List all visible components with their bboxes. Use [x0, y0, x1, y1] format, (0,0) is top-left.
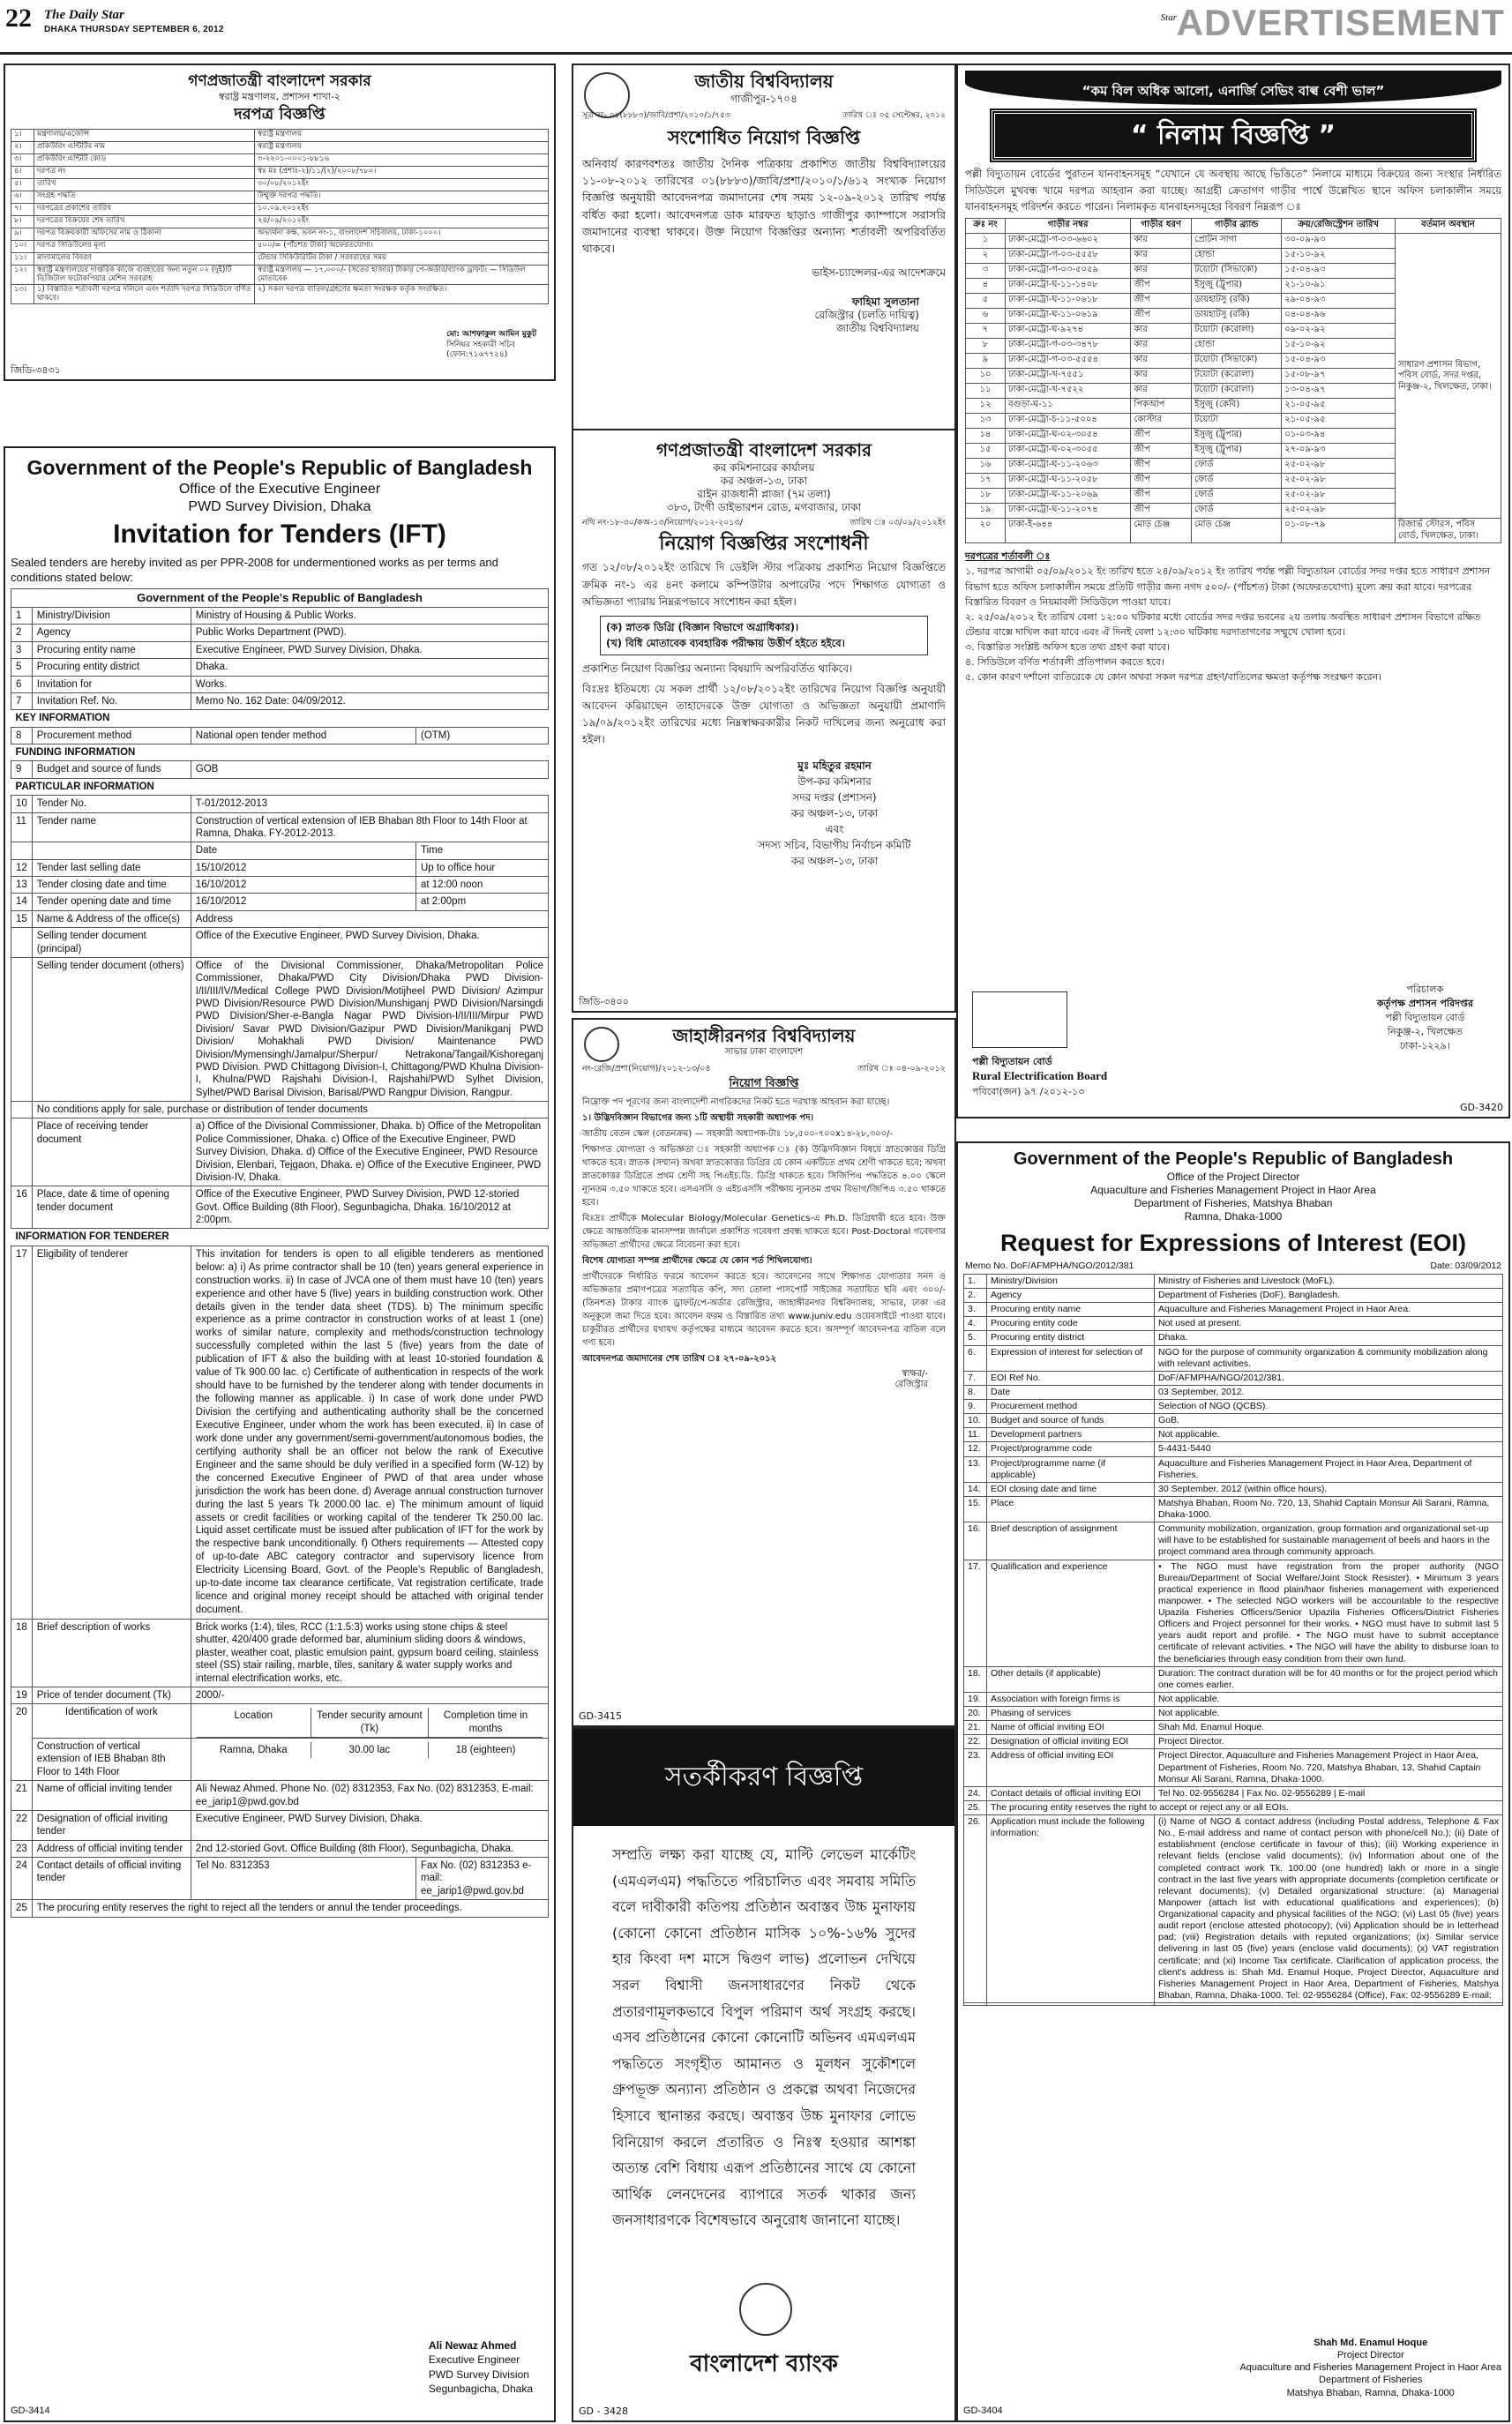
table-row: ৯ ঢাকা-মেট্রো-গ-০৩-৫৫৫৪ কার টয়োটা (সিভাকো) ১৫-০৪-৯৩	[966, 354, 1501, 369]
table-row: 9 Budget and source of funds GOB	[11, 761, 549, 778]
university-logo-icon	[584, 1027, 619, 1062]
table-row: Selling tender document (principal) Office of the Executive Engineer, PWD Survey Division, Dhaka.	[11, 928, 549, 958]
gov-title: Government of the People's Republic of Bangladesh	[26, 456, 533, 479]
column-header: ক্রয়/রেজিস্ট্রেশন তারিখ	[1282, 219, 1396, 234]
table-row: 1. Ministry/Division Ministry of Fisheries and Livestock (MoFL).	[964, 1274, 1503, 1288]
ad-title: জাতীয় বিশ্ববিদ্যালয়	[694, 71, 834, 92]
term-item: ২. ২৫/০৯/২০১২ ইং তারিখ বেলা ১২:০০ ঘটিকার মধ্যে বোর্ডের সদর দপ্তর ভবনের ২য় তলায় অবস্থিত সাধারণ প্রশাসন বিভাগে রক্ষিত টেন্ডার বাক্সে দাখিল করা যাবে এবং ঐ দিনই বেলা ১২:৩০ ঘটিকায় দরদাতাগণের সম্মুখে খোলা হবে।	[965, 610, 1481, 638]
table-row: 24. Contact details of official inviting EOI Tel No. 02-9556284 | Fax No. 02-9556289 | E-mail	[964, 1786, 1503, 1800]
term-item: ৩. বিস্তারিত সংশ্লিষ্ট অফিস হতে তথ্য গ্রহণ করা যাবে।	[965, 640, 1170, 653]
table-row: ৪ ঢাকা-মেট্রো-ঘ-১১-১৪০৮ জীপ ইসুজু (ট্রুপার) ২১-১০-৯১	[966, 279, 1501, 294]
table-row: 15. Place Matshya Bhaban, Room No. 720, 13, Shahid Captain Monsur Ali Sarani, Ramna, Dhaka-1000.	[964, 1496, 1503, 1522]
table-row: 18. Other details (if applicable) Duration: The contract duration will be for 40 months or for the project period which one comes earlier.	[964, 1666, 1503, 1692]
tax-zone-correction-ad: গণপ্রজাতন্ত্রী বাংলাদেশ সরকার কর কমিশনারের কার্যালয় কর অঞ্চল-১৩, ঢাকা রাইন রাজধানী প্লাজা (৭ম তলা) ৩৮৩, টংগী ডাইভারশন রোড, মগবাজার, ঢাকা নথি নং-১৮-৩০/কঅ-১৩/নিয়োগ/২০১২-২০১৩/ তারিখ ঃ ০৩/০৯/২০১২ইং নিয়োগ বিজ্ঞপ্তির সংশোধনী গত ১২/০৮/২০১২ইং তারিখে দি ডেইলি স্টার পত্রিকায় প্রকাশিত নিয়োগ বিজ্ঞপ্তিতে ক্রমিক নং-১ এর ৪নং কলামে কম্পিউটার অপারেটর পদে শিক্ষাগত যোগ্যতা ও অভিজ্ঞতা প্যারায় নিম্নরূপভাবে সংশোধন করা হইল। (ক) স্নাতক ডিগ্রি (বিজ্ঞান বিভাগে অগ্রাধিকার)। (খ) বিধি মোতাবেক ব্যবহারিক পরীক্ষায় উত্তীর্ণ হইতে হইবে। প্রকাশিত নিয়োগ বিজ্ঞপ্তির অন্যান্য বিষয়াদি অপরিবর্তিত থাকিবে। বিঃদ্রঃ ইতিমধ্যে যে সকল প্রার্থী ১২/০৮/২০১২ইং তারিখের নিয়োগ বিজ্ঞপ্তি অনুযায়ী আবেদন করিয়াছেন তাহাদেরকে উক্ত যোগ্যতা ও অভিজ্ঞতা অনুযায়ী প্রমাণাদি ১৯/০৯/২০১২ইং তারিখের মধ্যে নিম্নস্বাক্ষরকারীর নিকট দাখিলের জন্য অনুরোধ করা হইল। মুঃ মহিতুর রহমান উপ-কর কমিশনার সদর দপ্তর (প্রশাসন) কর অঞ্চল-১৩, ঢাকা এবং সদস্য সচিব, বিভাগীয় নির্বাচন কমিটি কর অঞ্চল-১৩, ঢাকা জিডি-৩৪০০	[572, 429, 956, 1013]
university-logo-icon	[584, 72, 630, 118]
section-title: ADVERTISEMENT	[1176, 2, 1505, 43]
memo-no: Memo No. DoF/AFMPHA/NGO/2012/381	[965, 1260, 1134, 1271]
table-title: Government of the People's Republic of Bangladesh	[11, 588, 549, 607]
bank-name: বাংলাদেশ ব্যাংক	[690, 2351, 838, 2377]
page-masthead	[0, 0, 1512, 55]
table-row: ২০ ঢাকা-ই-৬৪৪ মোড় চেঞ্জ মোড় চেঞ্জ ০১-০৮-৭৯ রিজার্ভ স্টোরস, পবিস বোর্ড, খিলক্ষেত, ঢাকা।	[966, 519, 1501, 543]
sec-tenderer: INFORMATION FOR TENDERER	[11, 1229, 549, 1246]
national-university-ad	[572, 64, 956, 448]
table-row: 12 Tender last selling date 15/10/2012 Up to office hour	[11, 859, 549, 876]
ref-date: তারিখ ঃ ০৪-০৯-২০১২	[857, 1063, 946, 1074]
signature-name: মো: আশফাকুল আমিন মুকুট	[446, 330, 536, 340]
signature-title: সিনিয়র সহকারী সচিব	[446, 340, 516, 349]
ad-id: GD-3404	[963, 2405, 1003, 2417]
table-row: Selling tender document (others) Office of the Divisional Commissioner, Dhaka/Metropolitan Police Commissioner, Dhaka/PWD City Division/Dhaka PWD Division-I/II/III/IV/Medical College PWD Division/Motijheel PWD Division/ Azimpur PWD Division/Resource PWD Division/Munshiganj PWD Division/Narsingdi PWD Division/Sher-e-Bangla Nagar PWD Division-I/II/III/Mirpur PWD Division/ Savar PWD Division/Gazipur PWD Division/Manikganj PWD Division/ Mohakhali PWD Division/ Maintenance PWD Division/Mymensingh/Jamalpur/Sherpur/ Netrakona/Tangail/Kishoreganj PWD Division. PWD Chittagong Division-I, Chittagong/PWD Khulna Division-I, Khulna/PWD Rajshahi Division-I, Rajshahi/PWD Sylhet Division, Sylhet/PWD Barisal Division, Barisal/PWD Rangpur Division, Rangpur.	[11, 957, 549, 1101]
signature-name: ফাহিমা সুলতানা	[851, 295, 919, 308]
table-row: ১৩। ১) বিস্তারিত শর্তাবলী দরপত্র দলিলে এবং শর্তাদি দরপত্র সিডিউলে বর্ণিত থাকবে। ২) সকল দরপত্র বাতিল/গ্রহণের ক্ষমতা সংরক্ষক কর্তৃক সংরক্ষিত।	[11, 284, 549, 303]
gov-title: Government of the People's Republic of Bangladesh	[1013, 1149, 1454, 1169]
ad-heading: সংশোধিত নিয়োগ বিজ্ঞপ্তি	[667, 127, 861, 149]
order-line: ভাইস-চ্যান্সেলর-এর আদেশক্রমে	[812, 266, 946, 279]
table-row: 21 Name of official inviting tender Ali Newaz Ahmed. Phone No. (02) 8312353, Fax No. (02) 8312353, E-mail: ee_jarip1@pwd.gov.bd	[11, 1781, 549, 1811]
reb-logo-icon	[972, 991, 1067, 1048]
table-row: ৭। দরপত্রের প্রকাশের তারিখ ১০.০৯.২০১২ইং	[11, 203, 549, 215]
tender-table	[11, 129, 549, 305]
table-row: ২ ঢাকা-মেট্রো-গ-০৩-৫৫৫৮ কার হোন্ডা ১৫-১০-৯২	[966, 249, 1501, 264]
table-row: 17. Qualification and experience • The NGO must have registration from the proper authority (NGO Bureau/Department of Social Welfare/Joint Stock Resister). • Minimum 3 years practical experience in flood plain/haor fisheries management with experienced manpower. • The selected NGO workers will be accountable to the respective Upazila Fisheries Officers/Senior Upazila Fisheries Officers/District Fisheries Officers and Project personnel for their works. • NGO must have to submit last 5 years audit report and profile. • The NGO must have to submit acceptance certificate of relevant activities. • The NGO will have the ability to disburse loan to the beneficiaries through easy condition from their own fund.	[964, 1560, 1503, 1666]
bangladesh-bank-warning-ad	[572, 1727, 956, 2422]
table-row: ৬ ঢাকা-মেট্রো-ঘ-১১-০৬১৯ জীপ ডায়হাটসু (রকি) ০৪-০৪-৯৬	[966, 309, 1501, 324]
table-row: 4. Procuring entity code Not used at present.	[964, 1317, 1503, 1331]
body-text: সম্প্রতি লক্ষ্য করা যাচ্ছে যে, মাল্টি লেভেল মার্কেটিং (এমএলএম) পদ্ধতিতে পরিচালিত এবং সমবায় সমিতি বলে দাবীকারী কতিপয় প্রতিষ্ঠান অবাস্তব উচ্চ মুনাফায় (কোনো কোনো প্রতিষ্ঠান মাসিক ১০%-১৬% সুদের হার কিংবা দশ মাসে দ্বিগুণ লাভ) প্রলোভন দেখিয়ে সরল বিশ্বাসী জনসাধারণের নিকট থেকে প্রতারণামূলকভাবে বিপুল পরিমাণ অর্থ সংগ্রহ করছে। এসব প্রতিষ্ঠানের কোনো কোনোটি অভিনব এমএলএম পদ্ধতিতে সংগৃহীত আমানত ও মূলধন সুকৌশলে গ্রুপভূক্ত অন্যান্য প্রতিষ্ঠান ও প্রকল্পে অথবা নিজেদের হিসাবে স্থানান্তর করছে। অবাস্তব উচ্চ মুনাফার লোভে বিনিয়োগ করলে প্রতারিত ও নিঃস্ব হওয়ার আশঙ্কা অত্যন্ত বেশি বিধায় এরূপ প্রতিষ্ঠানের সাথে যে কোনো আর্থিক লেনদেনের ব্যাপারে সতর্ক থাকার জন্য জনসাধারণকে বিশেষভাবে অনুরোধ জানানো যাচ্ছে।	[612, 1846, 916, 2229]
table-row: 20 Identification of work Location Tender security amount (Tk) Completion time in months	[11, 1704, 549, 1739]
column-header: গাড়ীর নম্বর	[1005, 219, 1130, 234]
term-item: ১. দরপত্র আগামী ০৫/০৯/২০১২ ইং তারিখ হতে ২৪/০৯/২০১২ ইং তারিখ পর্যন্ত পল্লী বিদ্যুতায়ন বোর্ডের সদর দপ্তর হতে সাধারণ প্রশাসন বিভাগ হতে অফিস চলাকালীন সময়ে প্রতিটি গাড়ীর জন্য নগদ ৫০০/- (পাঁচশত) টাকা (অফেরতযোগ্য) মূল্যে ক্রয় করা যাবে। দরপত্রের বিস্তারিত বিবরণ ও নিয়মাবলী সিডিউলে পাওয়া যাবে।	[965, 565, 1491, 608]
sec-key: KEY INFORMATION	[11, 710, 549, 727]
table-row: 13 Tender closing date and time 16/10/2012 at 12:00 noon	[11, 877, 549, 894]
ad-subtitle: স্বরাষ্ট্র মন্ত্রণালয়, প্রশাসন শাখা-২	[218, 91, 341, 103]
table-row: ১০ ঢাকা-মেট্রো-খ-৭৫৫১ কার টয়োটা (করোলা) ১৫-০৮-৯৭	[966, 369, 1501, 384]
ad-id: GD-3415	[579, 1710, 622, 1723]
signature-title: রেজিস্ট্রার (চলতি দায়িত্ব)	[814, 308, 919, 321]
ad-id: জিডি-৩৪০০	[579, 996, 629, 1008]
ad-title: জাহাঙ্গীরনগর বিশ্ববিদ্যালয়	[672, 1025, 856, 1046]
ad-heading: দরপত্র বিজ্ঞপ্তি	[234, 105, 326, 123]
ad-heading: “ নিলাম বিজ্ঞপ্তি ”	[992, 110, 1475, 161]
table-row: 10 Tender No. T-01/2012-2013	[11, 796, 549, 812]
table-row: 2 Agency Public Works Department (PWD).	[11, 625, 549, 641]
table-row: ৫ ঢাকা-মেট্রো-ঘ-১১-০৬১৮ জীপ ডায়হাটসু (রকি) ২৯-০৪-৯৩	[966, 294, 1501, 309]
table-row: ১২। স্বরাষ্ট্র মন্ত্রণালয়ের দাপ্তরিক কাজে ব্যবহারের জন্য নতুন ০২ (দুই)টি ডিজিটাল ফটোকপিয়ার মেশিন সরবরাহ স্বরাষ্ট্র মন্ত্রণালয় — ১৭,০০০/- (সতের হাজার) টাকার পে-অর্ডার/ব্যাংক ড্রাফট। — সিডিউল মোতাবেক	[11, 265, 549, 284]
table-row: ১৫ ঢাকা-মেট্রো-ঘ-০২-৩০৫৫ জীপ ইসুজু (ট্রুপার) ২৭-০৯-৯৩	[966, 444, 1501, 459]
location-cell: রিজার্ভ স্টোরস, পবিস বোর্ড, খিলক্ষেত, ঢাকা।	[1396, 519, 1501, 543]
signature-block	[446, 330, 536, 360]
ad-id: GD-3414	[11, 2405, 50, 2417]
table-row: 16. Brief description of assignment Community mobilization, organization, group formation and organizational set-up will have to be established for sustainable management of beels and haors in the project command area through community approach.	[964, 1522, 1503, 1560]
vehicle-table	[965, 218, 1501, 543]
signature-block: স্বাক্ষর/- রেজিস্ট্রার	[894, 1368, 928, 1390]
qualification-box: (ক) স্নাতক ডিগ্রি (বিজ্ঞান বিভাগে অগ্রাধিকার)। (খ) বিধি মোতাবেক ব্যবহারিক পরীক্ষায় উত্তীর্ণ হইতে হইবে।	[600, 616, 928, 655]
table-row: 5 Procuring entity district Dhaka.	[11, 659, 549, 676]
ift-table	[11, 588, 549, 1918]
ref-date: তারিখ ঃ ০৫ সেপ্টেম্বর, ২০১২	[842, 111, 946, 120]
work-id-values: Ramna, Dhaka 30.00 lac 18 (eighteen)	[197, 1742, 543, 1758]
table-row: 16 Place, date & time of opening tender document Office of the Executive Engineer, PWD Survey Division, PWD 12-storied Govt. Office Building (8th Floor), Segunbagicha, Dhaka. 16/10/2012 at 2:00pm.	[11, 1186, 549, 1229]
table-row: ১৪ ঢাকা-মেট্রো-ঘ-০২-৩০৫৪ জীপ ইসুজু (ট্রুপার) ০১-০৩-৯৪	[966, 429, 1501, 444]
ift-title: Invitation for Tenders (IFT)	[113, 519, 446, 549]
table-row: No conditions apply for sale, purchase or distribution of tender documents	[11, 1102, 549, 1118]
home-ministry-tender-ad	[4, 64, 556, 381]
reb-auction-ad: “কম বিল অধিক আলো, এনার্জি সেভিং বাল্ব বেশী ভাল” “ নিলাম বিজ্ঞপ্তি ” পল্লী বিদ্যুতায়ন বোর্ডের পুরাতন যানবাহনসমূহ “যেখানে যে অবস্থায় আছে ভিত্তিতে” নিলামে মাধ্যমে বিক্রয়ের জন্য সংস্থার নির্ধারিত সিডিউলে মুখবন্ধ খামে দরপত্র আহবান করা যাচ্ছে। আগ্রহী ক্রেতাগণ গাড়ীর পার্শ্বে উল্লেখিত স্থানে অফিস চলাকালীন সময়ে যানবাহনসমূহ পরিদর্শন করতে পারেন। নিলামকৃত যানবাহনসমূহের বিবরণ নিম্নরূপ ঃ ক্রঃ নং গাড়ীর নম্বর গাড়ীর ধরণ গাড়ীর ব্র্যান্ড ক্রয়/রেজিস্ট্রেশন তারিখ বর্তমান অবস্থান ১ ঢাকা-মেট্রো-গ-০৩-৬৬০২ কার প্রোটন সাগা ৩০-০৯-৯৩ সাধারণ প্রশাসন বিভাগ, পবিস বোর্ড, সদর দপ্তর, নিকুঞ্জ-২, খিলক্ষেত, ঢাকা। ২ ঢাকা-মেট্রো-গ-০৩-৫৫৫৮ কার হোন্ডা ১৫-১০-৯২ ৩ ঢাকা-মেট্রো-গ-০৩-৫০৫৯ কার টয়োটা (সিভাকো) ১৫-০৪-৯৩ ৪ ঢাকা-মেট্রো-ঘ-১১-১৪০৮ জীপ ইসুজু (ট্রুপার) ২১-১০-৯১ ৫ ঢাকা-মেট্রো-ঘ-১১-০৬১৮ জীপ ডায়হাটসু (রকি) ২৯-০৪-৯৩ ৬ ঢাকা-মেট্রো-ঘ-১১-০৬১৯ জীপ ডায়হাটসু (রকি) ০৪-০৪-৯৬ ৭ ঢাকা-মেট্রো-ঘ-৯২৭৪ কার টয়োটা (করোলা) ০৯-০২-৯২ ৮ ঢাকা-মেট্রো-গ-০৩-৩৪৭৮ কার হোন্ডা ১৫-১০-৯২ ৯ ঢাকা-মেট্রো-গ-০৩-৫৫৫৪ কার টয়োটা (সিভাকো) ১৫-০৪-৯৩ ১০ ঢাকা-মেট্রো-খ-৭৫৫১ কার টয়োটা (করোলা) ১৫-০৮-৯৭ ১১ ঢাকা-মেট্রো-খ-৭৫২২ কার টয়োটা (করোলা) ১৩-০৪-৯৭ ১২ বগুড়া-ঘ-১১ পিকআপ ইসুজু (কেবি) ২১-০৫-৯৫ ১৩ ঢাকা-মেট্রো-চ-১১-৫০০৪ কোস্টার টয়োটা ২১-০৫-৯৫ ১৪ ঢাকা-মেট্রো-ঘ-০২-৩০৫৪ জীপ ইসুজু (ট্রুপার) ০১-০৩-৯৪ ১৫ ঢাকা-মেট্রো-ঘ-০২-৩০৫৫ জীপ ইসুজু (ট্রুপার) ২৭-০৯-৯৩ ১৬ ঢাকা-মেট্রো-ঘ-১১-২০৬৩ জীপ ফোর্ড ২৫-০২-৯৮ ১৭ ঢাকা-মেট্রো-ঘ-১১-২০৫৮ জীপ ফোর্ড ২৫-০২-৯৮ ১৮ ঢাকা-মেট্রো-ঘ-১১-২০৬৯ জীপ ফোর্ড ২৫-০২-৯৮ ১৯ ঢাকা-মেট্রো-ঘ-১১-২০৭৪ জীপ ফোর্ড ২৫-০২-৯৮ ২০ ঢাকা-ই-৬৪৪ মোড় চেঞ্জ মোড় চেঞ্জ ০১-০৮-৭৯ রিজার্ভ স্টোরস, পবিস বোর্ড, খিলক্ষেত, ঢাকা। দরপত্রের শর্তাবলী ঃ ১. দরপত্র আগামী ০৫/০৯/২০১২ ইং তারিখ হতে ২৪/০৯/২০১২ ইং তারিখ পর্যন্ত পল্লী বিদ্যুতায়ন বোর্ডের সদর দপ্তর হতে সাধারণ প্রশাসন বিভাগ হতে অফিস চলাকালীন সময়ে প্রতিটি গাড়ীর জন্য নগদ ৫০০/- (পাঁচশত) টাকা (অফেরতযোগ্য) মূল্যে ক্রয় করা যাবে। দরপত্রের বিস্তারিত বিবরণ ও নিয়মাবলী সিডিউলে পাওয়া যাবে। ২. ২৫/০৯/২০১২ ইং তারিখ বেলা ১২:০০ ঘটিকার মধ্যে বোর্ডের সদর দপ্তর ভবনের ২য় তলায় অবস্থিত সাধারণ প্রশাসন বিভাগে রক্ষিত টেন্ডার বাক্সে দাখিল করা যাবে এবং ঐ দিনই বেলা ১২:৩০ ঘটিকায় দরদাতাগণের সম্মুখে খোলা হবে। ৩. বিস্তারিত সংশ্লিষ্ট অফিস হতে তথ্য গ্রহণ করা যাবে। ৪. সিডিউলে বর্ণিত শর্তাবলী প্রতিপালন করতে হবে। ৫. কোন কারণ দর্শানো ব্যতিরেকে যে কোন অথবা সকল দরপত্র গ্রহণ/বাতিলের ক্ষমতা কর্তৃপক্ষ সংরক্ষণ করেন। পল্লী বিদ্যুতায়ন বোর্ড Rural Electrification Board পবিবো(জন) ৯৭ /২০১২-১৩ পরিচালক কর্তৃপক্ষ প্রশাসন পরিদপ্তর পল্লী বিদ্যুতায়ন বোর্ড নিকুঞ্জ-২, খিলক্ষেত ঢাকা-১২২৯। GD-3420	[956, 64, 1510, 1118]
column-header: গাড়ীর ধরণ	[1131, 219, 1192, 234]
signature-block: পরিচালক কর্তৃপক্ষ প্রশাসন পরিদপ্তর পল্লী বিদ্যুতায়ন বোর্ড নিকুঞ্জ-২, খিলক্ষেত ঢাকা-১২২৯।	[1376, 984, 1473, 1051]
table-row: 22. Designation of official inviting EOI Project Director.	[964, 1735, 1503, 1749]
table-row: 19. Association with foreign firms is Not applicable.	[964, 1692, 1503, 1706]
table-row: 15 Name & Address of the office(s) Address	[11, 910, 549, 927]
ad-heading: নিয়োগ বিজ্ঞপ্তি	[729, 1077, 799, 1091]
terms-block: দরপত্রের শর্তাবলী ঃ ১. দরপত্র আগামী ০৫/০৯/২০১২ ইং তারিখ হতে ২৪/০৯/২০১২ ইং তারিখ পর্যন্ত পল্লী বিদ্যুতায়ন বোর্ডের সদর দপ্তর হতে সাধারণ প্রশাসন বিভাগ হতে অফিস চলাকালীন সময়ে প্রতিটি গাড়ীর জন্য নগদ ৫০০/- (পাঁচশত) টাকা (অফেরতযোগ্য) মূল্যে ক্রয় করা যাবে। দরপত্রের বিস্তারিত বিবরণ ও নিয়মাবলী সিডিউলে পাওয়া যাবে। ২. ২৫/০৯/২০১২ ইং তারিখ বেলা ১২:০০ ঘটিকার মধ্যে বোর্ডের সদর দপ্তর ভবনের ২য় তলায় অবস্থিত সাধারণ প্রশাসন বিভাগে রক্ষিত টেন্ডার বাক্সে দাখিল করা যাবে এবং ঐ দিনই বেলা ১২:৩০ ঘটিকায় দরদাতাগণের সম্মুখে খোলা হবে। ৩. বিস্তারিত সংশ্লিষ্ট অফিস হতে তথ্য গ্রহণ করা যাবে। ৪. সিডিউলে বর্ণিত শর্তাবলী প্রতিপালন করতে হবে। ৫. কোন কারণ দর্শানো ব্যতিরেকে যে কোন অথবা সকল দরপত্র গ্রহণ/বাতিলের ক্ষমতা কর্তৃপক্ষ সংরক্ষণ করেন।	[965, 549, 1501, 684]
body-text: অনিবার্য কারণবশতঃ জাতীয় দৈনিক পত্রিকায় প্রকাশিত জাতীয় বিশ্ববিদ্যালয়ের ১১-০৮-২০১২ তারিখের ০১(৮৮৮৩)/জাবি/প্রশা/২০১০/১/৬১২ সংখ্যক নিয়োগ বিজ্ঞপ্তি অনুযায়ী আবেদনপত্র জমাদানের শেষ সময় ১২-০৯-২০১২ তারিখ পর্যন্ত বর্ধিত করা হলো। আবেদনপত্র ডাক মারফত ছাড়াও গাজীপুর ক্যাম্পাসে সরাসরি জমাদানের ব্যবস্থা থাকবে। উক্ত নিয়োগ বিজ্ঞপ্তির অন্যান্য শর্তাবলী অপরিবর্তিত থাকবে।	[582, 156, 946, 256]
table-row: 23 Address of official inviting tender 2nd 12-storied Govt. Office Building (8th Floor), Segunbagicha, Dhaka.	[11, 1840, 549, 1857]
ad-place: গাজীপুর-১৭০৪	[730, 93, 797, 105]
table-row: 14 Tender opening date and time 16/10/2012 at 2:00pm	[11, 894, 549, 910]
sec-particular: PARTICULAR INFORMATION	[11, 778, 549, 795]
table-row: 21. Name of official inviting EOI Shah Md. Enamul Hoque.	[964, 1721, 1503, 1735]
table-row: ১। মন্ত্রণালয়/এজেন্সি স্বরাষ্ট্র মন্ত্রণালয়	[11, 129, 549, 141]
table-row: ২। প্রকিউরিং এন্টিটির নাম স্বরাষ্ট্র মন্ত্রণালয়	[11, 141, 549, 153]
table-row: 12. Project/programme code 5-4431-5440	[964, 1442, 1503, 1456]
ad-heading: নিয়োগ বিজ্ঞপ্তির সংশোধনী	[659, 532, 869, 555]
table-row: 17 Eligibility of tenderer This invitation for tenders is open to all eligible tenderers as mentioned below: a) i) As prime contractor shall be 10 (ten) years general experience in construction works. ii) In case of JVCA one of them must have 10 (ten) years experience and other have 5 (five) years in building construction work. Other details given in the tender data sheet (TDS). b) The minimum specific experience as a prime contractor in construction works of at least 1 (one) works of similar nature, complexity and methods/construction technology successfully completed within the last 5 (five) years from the date of publication of IFT & also the building with at least 10-storied foundation & value of Tk 900.00 lac. c) Certificate of authentication in respects of the work should have to be furnished by the tenderer along with tender documents in the following manner as applicable. i) In case of work done under PWD Division the certifying and authenticating authority shall be the concerned Executive Engineer, under whom the work has been executed. ii) In case of work done under any government/semi-government/autonomous bodies, the certifying authority shall be an officer not below the rank of Executive Engineer and the same should be duly verified in a specified form (W-12) by the concerned Executive Engineer of PWD of that area under whose jurisdiction the work has been done. d) Average annual construction turnover during the last 5 years Tk 2000.00 lac. e) The minimum amount of liquid assets or credit facilities or working capital of the tenderer Tk 250.00 lac. Liquid asset certificate must be issued after publication of IFT for the work by the respective bank unconditionally. f) Others requirements — Attested copy of up-to-date ABC category contractor and supervisory licence from Electricity Licensing Board, Govt. of the People's Republic of Bangladesh, up-to-date income tax clearance certificate, Vat registration certificate, trade licence and original money receipt should be attached with original tender document.	[11, 1246, 549, 1619]
eoi-title: Request for Expressions of Interest (EOI)	[999, 1230, 1467, 1256]
ref-no: নথি নং-১৮-৩০/কঅ-১৩/নিয়োগ/২০১২-২০১৩/	[582, 518, 743, 527]
table-row: 5. Procuring entity district Dhaka.	[964, 1331, 1503, 1345]
table-row: 19 Price of tender document (Tk) 2000/-	[11, 1687, 549, 1703]
table-row: 20. Phasing of services Not applicable.	[964, 1707, 1503, 1721]
term-item: ৪. সিডিউলে বর্ণিত শর্তাবলী প্রতিপালন করতে হবে।	[965, 655, 1164, 668]
table-row: ৩। প্রকিউরিং এন্টিটি কোড ৩-২২০১-০০০১-৮৮১৬	[11, 153, 549, 166]
table-row: ১১ ঢাকা-মেট্রো-খ-৭৫২২ কার টয়োটা (করোলা) ১৩-০৪-৯৭	[966, 384, 1501, 399]
table-row: 3. Procuring entity name Aquaculture and Fisheries Management Project in Haor Area.	[964, 1303, 1503, 1317]
ad-id: GD - 3428	[579, 2405, 628, 2418]
table-row	[964, 2003, 1503, 2006]
table-row: ৭ ঢাকা-মেট্রো-ঘ-৯২৭৪ কার টয়োটা (করোলা) ০৯-০২-৯২	[966, 324, 1501, 339]
table-row: ৯। দরপত্র বিক্রয়কারী অফিসের নাম ও ঠিকানা অভ্যর্থনা কক্ষ, ভবন নং-১, বাংলাদেশ সচিবালয়, ঢাকা-১০০০।	[11, 228, 549, 240]
table-row: 6. Expression of interest for selection of NGO for the purpose of community organization & community mobilization along with relevant activities.	[964, 1345, 1503, 1371]
column-header: বর্তমান অবস্থান	[1396, 219, 1501, 234]
office-line-2: PWD Survey Division, Dhaka	[188, 498, 371, 514]
table-row: 10. Budget and source of funds GoB.	[964, 1414, 1503, 1428]
signature-org: জাতীয় বিশ্ববিদ্যালয়	[836, 321, 919, 334]
signature-block: মুঃ মহিতুর রহমান উপ-কর কমিশনার সদর দপ্তর (প্রশাসন) কর অঞ্চল-১৩, ঢাকা এবং সদস্য সচিব, বিভাগীয় নির্বাচন কমিটি কর অঞ্চল-১৩, ঢাকা	[758, 759, 911, 867]
work-id-header: Location Tender security amount (Tk) Completion time in months	[197, 1708, 543, 1738]
ad-id: জিডি-৩৪৩১	[11, 364, 61, 377]
table-row: 13. Project/programme name (if applicable) Aquaculture and Fisheries Management Project in Haor Area, Department of Fisheries.	[964, 1456, 1503, 1482]
ref-date: তারিখ ঃ ০৩/০৯/২০১২ইং	[850, 518, 946, 527]
table-row: ১১। মালামালের বিবরণ টেন্ডার সিকিউরিটির টাকা / সরবরাহের সময়	[11, 252, 549, 265]
term-item: ৫. কোন কারণ দর্শানো ব্যতিরেকে যে কোন অথবা সকল দরপত্র গ্রহণ/বাতিলের ক্ষমতা কর্তৃপক্ষ সংরক্ষণ করেন।	[965, 670, 1382, 683]
signature-block: Shah Md. Enamul Hoque Project Director Aquaculture and Fisheries Management Project in Haor Area Department of Fisheries Matshya Bhaban, Ramna, Dhaka-1000	[1239, 2337, 1501, 2398]
pwd-ift-ad	[4, 446, 556, 2422]
table-row: ১০। দরপত্র সিডিউলের মূল্য ৫০০/= (পাঁচশত টাকা) অফেরতযোগ্য।	[11, 240, 549, 252]
ad-title: গণপ্রজাতন্ত্রী বাংলাদেশ সরকার	[188, 72, 371, 90]
office-line-1: Office of the Executive Engineer	[178, 481, 381, 497]
signature-phone: (ফোন:৭১৬৭৭২৪)	[446, 349, 508, 359]
table-row: 11. Development partners Not applicable.	[964, 1428, 1503, 1442]
table-row: ৩ ঢাকা-মেট্রো-গ-০৩-৫০৫৯ কার টয়োটা (সিভাকো) ১৫-০৪-৯৩	[966, 264, 1501, 279]
table-row: ১২ বগুড়া-ঘ-১১ পিকআপ ইসুজু (কেবি) ২১-০৫-৯৫	[966, 399, 1501, 414]
ad-id: GD-3420	[1460, 1102, 1503, 1114]
table-row: Date Time	[11, 842, 549, 859]
column-header: ক্রঃ নং	[966, 219, 1006, 234]
dateline: DHAKA THURSDAY SEPTEMBER 6, 2012	[44, 25, 224, 34]
memo-date: Date: 03/09/2012	[1430, 1260, 1501, 1271]
table-row: 24 Contact details of official inviting tender Tel No. 8312353 Fax No. (02) 8312353 e-mail: ee_jarip1@pwd.gov.bd	[11, 1858, 549, 1900]
newspaper-name: The Daily Star	[44, 8, 124, 22]
table-row: 3 Procuring entity name Executive Engineer, PWD Survey Division, Dhaka.	[11, 641, 549, 658]
location-cell: সাধারণ প্রশাসন বিভাগ, পবিস বোর্ড, সদর দপ্তর, নিকুঞ্জ-২, খিলক্ষেত, ঢাকা।	[1396, 234, 1501, 519]
table-row: 23. Address of official inviting EOI Project Director, Aquaculture and Fisheries Management Project in Haor Area, Department of Fisheries, Room No. 720, Matshya Bhaban, 13, Shahid Captain Monsur Ali Sarani, Ramna, Dhaka-1000.	[964, 1749, 1503, 1786]
intro-text: Sealed tenders are hereby invited as per PPR-2008 for undermentioned works as per terms and conditions stated below:	[11, 556, 498, 584]
table-row: ৮। দরপত্রের বিক্রয়ের শেষ তারিখ ২৪/০৯/২০১২ইং	[11, 215, 549, 228]
table-row: ১৭ ঢাকা-মেট্রো-ঘ-১১-২০৫৮ জীপ ফোর্ড ২৫-০২-৯৮	[966, 474, 1501, 489]
table-row: 22 Designation of official inviting tender Executive Engineer, PWD Survey Division, Dhaka.	[11, 1810, 549, 1840]
table-row: ১৬ ঢাকা-মেট্রো-ঘ-১১-২০৬৩ জীপ ফোর্ড ২৫-০২-৯৮	[966, 459, 1501, 474]
table-row: ৫। তারিখ ৩০/০৮/২০১২ইং	[11, 178, 549, 191]
table-row: ৮ ঢাকা-মেট্রো-গ-০৩-৩৪৭৮ কার হোন্ডা ১৫-১০-৯২	[966, 339, 1501, 354]
intro-text: পল্লী বিদ্যুতায়ন বোর্ডের পুরাতন যানবাহনসমূহ “যেখানে যে অবস্থায় আছে ভিত্তিতে” নিলামে মাধ্যমে বিক্রয়ের জন্য সংস্থার নির্ধারিত সিডিউলে মুখবন্ধ খামে দরপত্র আহবান করা যাচ্ছে। আগ্রহী ক্রেতাগণ গাড়ীর পার্শ্বে উল্লেখিত স্থানে অফিস চলাকালীন সময়ে যানবাহনসমূহ পরিদর্শন করতে পারেন। নিলামকৃত যানবাহনসমূহের বিবরণ নিম্নরূপ ঃ	[965, 168, 1501, 213]
ad-title: গণপ্রজাতন্ত্রী বাংলাদেশ সরকার	[656, 439, 872, 460]
table-row: Place of receiving tender document a) Office of the Divisional Commissioner, Dhaka. b) Office of the Metropolitan Police Commissioner, Dhaka. c) Office of the Executive Engineer, PWD Survey Division, Dhaka. d) Office of the Executive Engineer, PWD Resource Division, Elenbari, Tejgaon, Dhaka. e) Office of the Executive Engineer, PWD Division-IV, Dhaka.	[11, 1118, 549, 1186]
star-mark: Star	[1160, 12, 1177, 23]
table-row: 6 Invitation for Works.	[11, 676, 549, 692]
table-row: 25 The procuring entity reserves the right to reject all the tenders or annul the tender proceedings.	[11, 1900, 549, 1917]
table-row: 18 Brief description of works Brick works (1:4), tiles, RCC (1:1.5:3) works using stone chips & steel shutter, 420/400 grade deformed bar, aluminium sliding doors & windows, plaster, weather coat, plastic emulsion paint, gypsum board ceiling, stainless steel (SS) stair railing, marble, tiles, sanitary & water supply works and internal electrification works, etc.	[11, 1620, 549, 1687]
page-number: 22	[5, 4, 32, 33]
jahangirnagar-university-ad: জাহাঙ্গীরনগর বিশ্ববিদ্যালয় সাভার ঢাকা বাংলাদেশ নং-রেজি/প্রশা(নিয়োগ)/২০১২-১৩/০৪ তারিখ ঃ ০৪-০৯-২০১২ নিয়োগ বিজ্ঞপ্তি নিম্নোক্ত পদ পূরণের জন্য বাংলাদেশী নাগরিকদের নিকট হতে দরখাস্ত আহবান করা যাচ্ছে। ১। উদ্ভিদবিজ্ঞান বিভাগের জন্য ১টি অস্থায়ী সহকারী অধ্যাপক পদ। জাতীয় বেতন স্কেল (বেতনক্রম) — সহকারী অধ্যাপক-টাঃ ১৮,৫০০-৭০০x১৪-২৮,৩০০/- শিক্ষাগত যোগ্যতা ও অভিজ্ঞতা ঃ সহকারী অধ্যাপক ঃ (ক) উদ্ভিদবিজ্ঞান বিষয়ে স্নাতকোত্তর ডিগ্রি থাকতে হবে। স্নাতক (সম্মান) অথবা স্নাতকোত্তর ডিগ্রির যে কোন একটিতে প্রথম শ্রেণী থাকতে হবে; অথবা স্নাতকোত্তর ডিগ্রিতে প্রথম শ্রেণী সহ পিএইচ.ডি. ডিগ্রি থাকতে হবে। সিজিপিএ পদ্ধতিতে ৪.০০ স্কেলে ন্যূনতম ৩.৫০ থাকতে হবে। এসএসসি ও এইচএসসি পরীক্ষায় ন্যূনতম প্রথম বিভাগ/জিপিএ ৩.৫০ থাকতে হবে। বিঃদ্রঃ প্রার্থীকে Molecular Biology/Molecular Genetics-এ Ph.D. ডিগ্রিধারী হতে হবে। উক্ত ক্ষেত্রে আন্তর্জাতিক মানসম্পন্ন জার্নালে প্রকাশিত গবেষণা প্রবন্ধ থাকতে হবে। Post-Doctoral গবেষণার অভিজ্ঞতা প্রার্থীদের ক্ষেত্রে বিবেচনা করা হবে। বিশেষ যোগ্যতা সম্পন্ন প্রার্থীদের ক্ষেত্রে যে কোন শর্ত শিথিলযোগ্য। প্রার্থীদেরকে নির্ধারিত ফরমে আবেদন করতে হবে। আবেদনের সাথে শিক্ষাগত যোগ্যতার সনদ ও অভিজ্ঞতার প্রমাণপত্রের সত্যায়িত কপি, সদ্য তোলা পাসপোর্ট সাইজের সত্যায়িত ছবি এবং ৩০০/- (তিনশত) টাকার ব্যাংক ড্রাফট/পে-অর্ডার রেজিস্ট্রার, জাহাঙ্গীরনগর বিশ্ববিদ্যালয়, সাভার, ঢাকা এর অনুকূলে জমা দিতে হবে। আবেদন ফরম ও বিস্তারিত তথ্য www.juniv.edu ওয়েবসাইটে পাওয়া যাবে। চাকুরীরত প্রার্থীদের যথাযথ কর্তৃপক্ষের মাধ্যমে আবেদন করতে হবে। অসম্পূর্ণ আবেদনপত্র বাতিল বলে গণ্য হবে। আবেদনপত্র জমাদানের শেষ তারিখ ঃ ২৭-০৯-২০১২ স্বাক্ষর/- রেজিস্ট্রার GD-3415	[572, 1018, 956, 1727]
ref-no: সূত্র নং- ০১(৮৮৮৩)/জাবি/প্রশা/২০১০/১/৭৫৩	[582, 111, 730, 120]
sec-funding: FUNDING INFORMATION	[11, 744, 549, 761]
table-row: 7. EOI Ref No. DoF/AFMPHA/NGO/2012/381.	[964, 1371, 1503, 1385]
table-row: 9. Procurement method Selection of NGO (QCBS).	[964, 1400, 1503, 1414]
eoi-table	[963, 1274, 1503, 2006]
table-row: ১৮ ঢাকা-মেট্রো-ঘ-১১-২০৬৯ জীপ ফোর্ড ২৫-০২-৯৮	[966, 489, 1501, 504]
table-row: 8. Date 03 September, 2012.	[964, 1385, 1503, 1399]
table-row: ১৯ ঢাকা-মেট্রো-ঘ-১১-২০৭৪ জীপ ফোর্ড ২৫-০২-৯৮	[966, 504, 1501, 519]
signature-block: Ali Newaz Ahmed Executive Engineer PWD Survey Division Segunbagicha, Dhaka	[428, 2339, 533, 2395]
bank-seal-icon	[739, 2283, 792, 2336]
table-row: 2. Agency Department of Fisheries (DoF), Bangladesh.	[964, 1289, 1503, 1303]
table-row: 26. Application must include the following information: (i) Name of NGO & contact address (including Postal address, Telephone & Fax No., E-mail address and name of contact person with phone/cell No.); (ii) Date of establishment (enclose certificate in favour of this); (iii) Working experience in relevant fields (enclose valid documents); (iv) Information about one of the completed contract work Tk. 100.00 (one hundred) lakh or more in a single contract in the last five years with appropriate documents (completion certificate or relevant documents); (v) Detailed organizational structure: (a) Managerial Manpower (attach list with educational qualifications and experiences); (b) Organizational capacity and physical facilities of the NGO; (vi) Last 05 (five) years audit report (enclose attested photocopy); (vii) Application should be in letterhead pad; (viii) Registration details with reputed organizations; (ix) Similar service delivering in last 05 (five) years (enclose valid documents); (x) VAT registration certificate; and (xi) Income Tax certificate. Clarification of application process, the client's address is: Shah Md. Enamul Hoque, Project Director, Aquaculture and Fisheries Management Project in Haor Area, Department of Fisheries, Matshya Bhaban, Ramna, Dhaka-1000. Tel: 02-9556284 (Office), Fax: 02-9556289 E-mail:	[964, 1815, 1503, 2003]
table-row: ১৩ ঢাকা-মেট্রো-চ-১১-৫০০৪ কোস্টার টয়োটা ২১-০৫-৯৫	[966, 414, 1501, 429]
ad-heading: সতর্কীকরণ বিজ্ঞপ্তি	[573, 1729, 954, 1826]
table-row: 25. The procuring entity reserves the right to accept or reject any or all EOIs.	[964, 1800, 1503, 1814]
deadline: আবেদনপত্র জমাদানের শেষ তারিখ ঃ ২৭-০৯-২০১২	[582, 1353, 777, 1364]
table-row: 14. EOI closing date and time 30 September, 2012 (within office hours).	[964, 1482, 1503, 1496]
dof-eoi-ad: Government of the People's Republic of Bangladesh Office of the Project Director Aquaculture and Fisheries Management Project in Haor Area Department of Fisheries, Matshya Bhaban Ramna, Dhaka-1000 Request for Expressions of Interest (EOI) Memo No. DoF/AFMPHA/NGO/2012/381 Date: 03/09/2012 1. Ministry/Division Ministry of Fisheries and Livestock (MoFL). 2. Agency Department of Fisheries (DoF), Bangladesh. 3. Procuring entity name Aquaculture and Fisheries Management Project in Haor Area. 4. Procuring entity code Not used at present. 5. Procuring entity district Dhaka. 6. Expression of interest for selection of NGO for the purpose of community organization & community mobilization along with relevant activities. 7. EOI Ref No. DoF/AFMPHA/NGO/2012/381. 8. Date 03 September, 2012. 9. Procurement method Selection of NGO (QCBS). 10. Budget and source of funds GoB. 11. Development partners Not applicable. 12. Project/programme code 5-4431-5440 13. Project/programme name (if applicable) Aquaculture and Fisheries Management Project in Haor Area, Department of Fisheries. 14. EOI closing date and time 30 September, 2012 (within office hours). 15. Place Matshya Bhaban, Room No. 720, 13, Shahid Captain Monsur Ali Sarani, Ramna, Dhaka-1000. 16. Brief description of assignment Community mobilization, organization, group formation and organizational set-up will have to be established for sustainable management of beels and haors in the project command area through community approach. 17. Qualification and experience • The NGO must have registration from the proper authority (NGO Bureau/Department of Social Welfare/Joint Stock Resister). • Minimum 3 years practical experience in flood plain/haor fisheries management with experienced manpower. • The selected NGO workers will be accountable to the respective Upazila Fisheries Officers/Senior Upazila Fisheries Officers/District Fisheries Officers and Project personnel for their works. • NGO must have to submit last 5 years audit report and profile. • The NGO must have to submit acceptance certificate of relevant activities. • The NGO will have the ability to disburse loan to the beneficiaries through easy condition from their own fund. 18. Other details (if applicable) Duration: The contract duration will be for 40 months or for the project period which one comes earlier. 19. Association with foreign firms is Not applicable. 20. Phasing of services Not applicable. 21. Name of official inviting EOI Shah Md. Enamul Hoque. 22. Designation of official inviting EOI Project Director. 23. Address of official inviting EOI Project Director, Aquaculture and Fisheries Management Project in Haor Area, Department of Fisheries, Room No. 720, Matshya Bhaban, 13, Shahid Captain Monsur Ali Sarani, Ramna, Dhaka-1000. 24. Contact details of official inviting EOI Tel No. 02-9556284 | Fax No. 02-9556289 | E-mail 25. The procuring entity reserves the right to accept or reject any or all EOIs. 26. Application must include the following information: (i) Name of NGO & contact address (including Postal address, Telephone & Fax No., E-mail address and name of contact person with phone/cell No.); (ii) Date of establishment (enclose certificate in favour of this); (iii) Working experience in relevant fields (enclose valid documents); (iv) Information about one of the completed contract work Tk. 100.00 (one hundred) lakh or more in a single contract in the last five years with appropriate documents (completion certificate or relevant documents); (v) Detailed organizational structure: (a) Managerial Manpower (attach list with educational qualifications and experiences); (b) Organizational capacity and physical facilities of the NGO; (vi) Last 05 (five) years audit report (enclose attested photocopy); (vii) Application should be in letterhead pad; (viii) Registration details with reputed organizations; (ix) Similar service delivering in last 05 (five) years (enclose valid documents); (x) VAT registration certificate; and (xi) Income Tax certificate. Clarification of application process, the client's address is: Shah Md. Enamul Hoque, Project Director, Aquaculture and Fisheries Management Project in Haor Area, Department of Fisheries, Matshya Bhaban, Ramna, Dhaka-1000. Tel: 02-9556284 (Office), Fax: 02-9556289 E-mail: Shah Md. Enamul Hoque Project Director Aquaculture and Fisheries Management Project in Haor Area Department of Fisheries Matshya Bhaban, Ramna, Dhaka-1000 GD-3404	[956, 1141, 1510, 2422]
table-row: ৬। সংগ্রহ পদ্ধতি উন্মুক্ত দরপত্র পদ্ধতি।	[11, 191, 549, 203]
table-row: 7 Invitation Ref. No. Memo No. 162 Date: 04/09/2012.	[11, 692, 549, 709]
column-header: গাড়ীর ব্র্যান্ড	[1192, 219, 1282, 234]
ref-no: নং-রেজি/প্রশা(নিয়োগ)/২০১২-১৩/০৪	[582, 1063, 711, 1074]
table-row: 1 Ministry/Division Ministry of Housing & Public Works.	[11, 608, 549, 625]
table-row: 11 Tender name Construction of vertical extension of IEB Bhaban 8th Floor to 14th Floor at Ramna, Dhaka. FY-2012-2013.	[11, 812, 549, 842]
table-row: Construction of vertical extension of IEB Bhaban 8th Floor to 14th Floor Ramna, Dhaka 30.00 lac 18 (eighteen)	[11, 1739, 549, 1781]
slogan-banner: “কম বিল অধিক আলো, এনার্জি সেভিং বাল্ব বেশী ভাল”	[965, 71, 1501, 105]
table-row: ৪। দরপত্র নং স্বঃ মঃ (প্রশাঃ-২)/১১/(২)/২০০৮/৭৮০।	[11, 166, 549, 178]
table-row: ১ ঢাকা-মেট্রো-গ-০৩-৬৬০২ কার প্রোটন সাগা ৩০-০৯-৯৩ সাধারণ প্রশাসন বিভাগ, পবিস বোর্ড, সদর দপ্তর, নিকুঞ্জ-২, খিলক্ষেত, ঢাকা।	[966, 234, 1501, 249]
table-row: 8 Procurement method National open tender method (OTM)	[11, 727, 549, 744]
